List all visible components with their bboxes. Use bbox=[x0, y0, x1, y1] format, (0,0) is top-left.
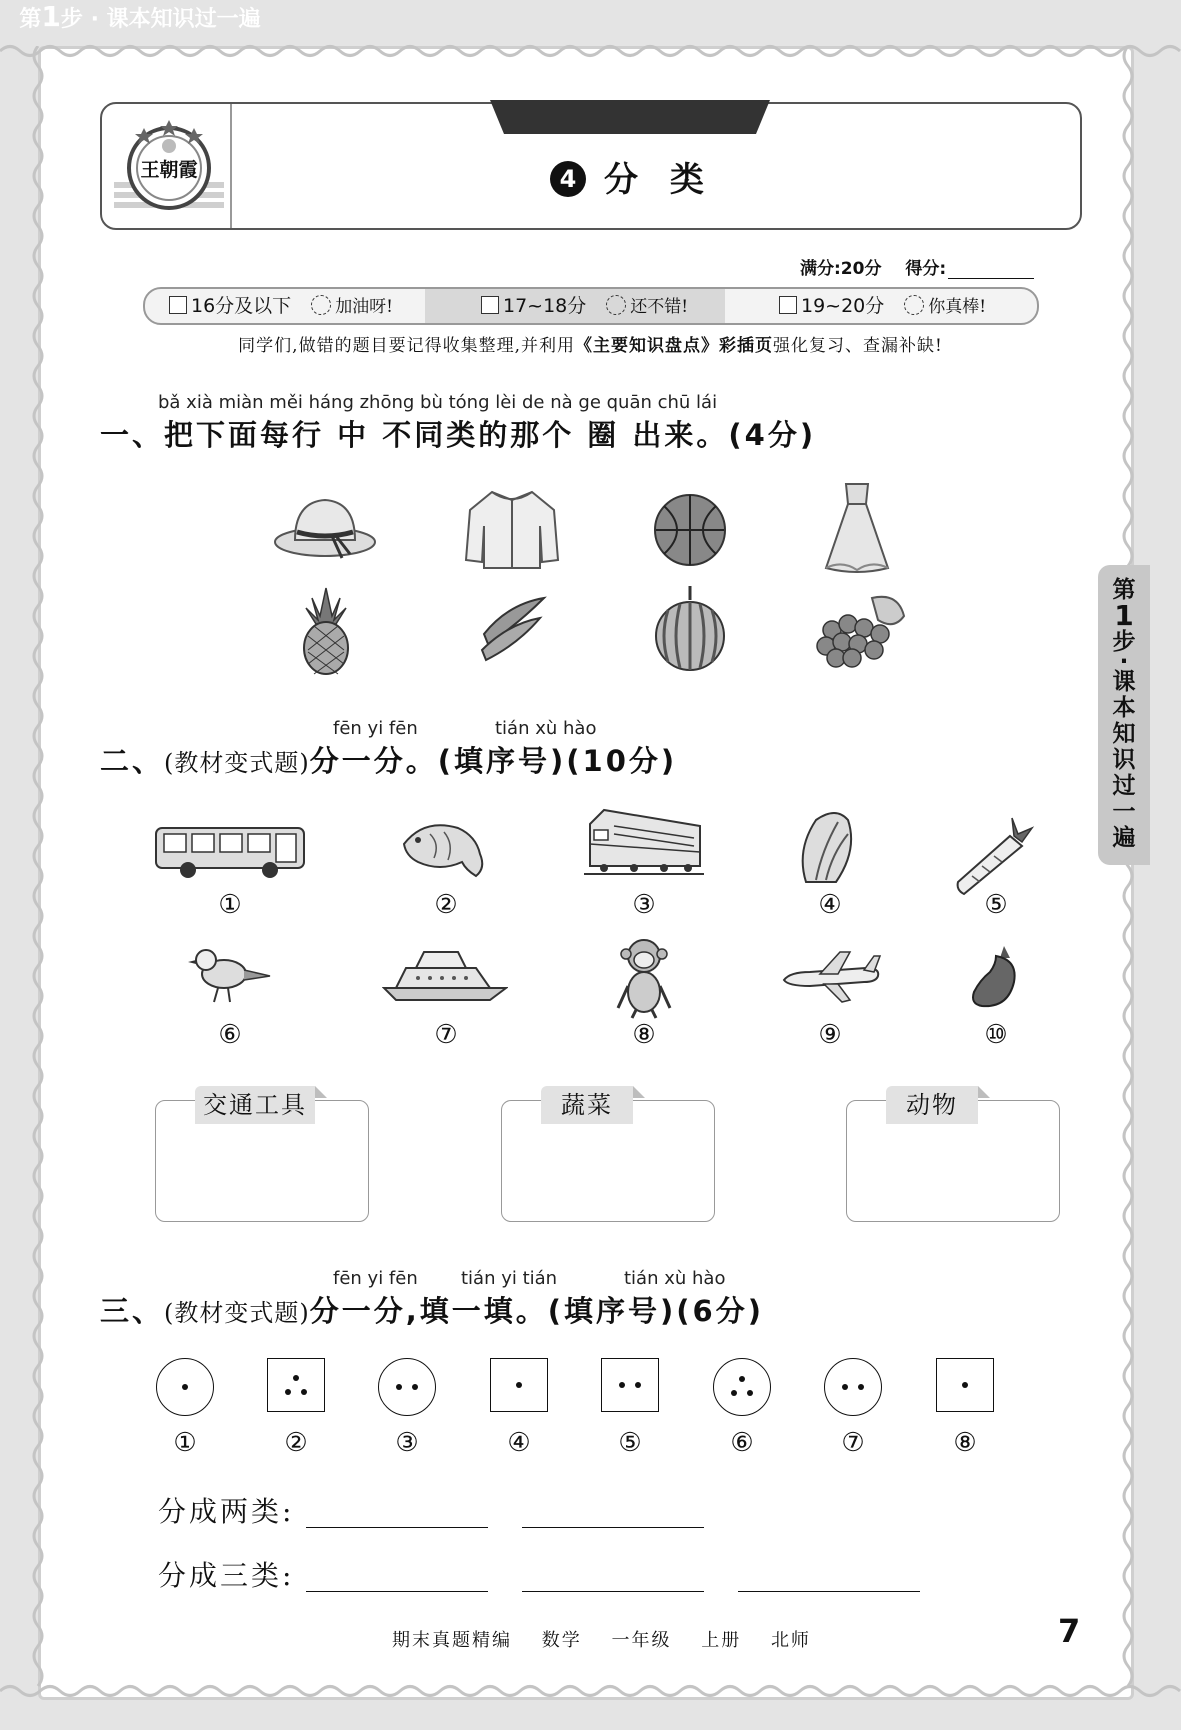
wavy-border-top bbox=[0, 40, 1181, 62]
dot bbox=[747, 1390, 753, 1396]
q3-number-4: ④ bbox=[507, 1428, 531, 1458]
rating-message-2: 还不错! bbox=[630, 297, 689, 317]
dot bbox=[739, 1376, 745, 1382]
q3-pinyin-c: tián xù hào bbox=[624, 1268, 726, 1289]
q3-number-5: ⑤ bbox=[618, 1428, 642, 1458]
two-class-answer-2[interactable] bbox=[522, 1527, 704, 1528]
wavy-border-right bbox=[1120, 46, 1136, 1694]
side-step-tab bbox=[1098, 565, 1150, 865]
fish-icon[interactable] bbox=[400, 814, 492, 880]
q2-number-2: ② bbox=[434, 890, 458, 920]
side-char: 遍 bbox=[1112, 825, 1136, 851]
dot bbox=[516, 1382, 522, 1388]
rating-item-1 bbox=[169, 289, 393, 323]
q3-number-7: ⑦ bbox=[841, 1428, 865, 1458]
dot bbox=[962, 1382, 968, 1388]
footer-volume: 上册 bbox=[701, 1630, 742, 1651]
rating-message-1: 加油呀! bbox=[335, 297, 394, 317]
side-char: 第 bbox=[1112, 577, 1136, 603]
rating-range-2: 17~18分 bbox=[503, 295, 587, 317]
footer-grade: 一年级 bbox=[611, 1630, 672, 1651]
q3-number-3: ③ bbox=[395, 1428, 419, 1458]
footer-edition: 北师 bbox=[770, 1630, 811, 1651]
rating-range-3: 19~20分 bbox=[801, 295, 885, 317]
q2-number-9: ⑨ bbox=[818, 1020, 842, 1050]
three-class-label: 分成三类: bbox=[158, 1559, 295, 1592]
lesson-title bbox=[550, 155, 714, 205]
footer-book: 期末真题精编 bbox=[392, 1630, 512, 1651]
side-step-tab-text bbox=[1098, 577, 1150, 851]
q2-title-row bbox=[100, 739, 677, 780]
q3-title: 分一分,填一填。(填序号)(6分) bbox=[309, 1294, 764, 1328]
q2-number-5: ⑤ bbox=[984, 890, 1008, 920]
rating-checkbox-2[interactable] bbox=[481, 296, 499, 314]
smiley-icon bbox=[904, 295, 924, 315]
dot bbox=[301, 1389, 307, 1395]
hat-icon[interactable] bbox=[270, 492, 380, 564]
q3-number-6: ⑥ bbox=[730, 1428, 754, 1458]
q3-number-8: ⑧ bbox=[953, 1428, 977, 1458]
full-score: 满分:20分 bbox=[800, 259, 882, 279]
dot bbox=[285, 1389, 291, 1395]
dot bbox=[731, 1390, 737, 1396]
shape-circle-one-dot[interactable] bbox=[156, 1358, 214, 1416]
smiley-icon bbox=[311, 295, 331, 315]
lesson-title-text: 分 类 bbox=[604, 160, 714, 200]
shape-square-one-dot[interactable] bbox=[490, 1358, 548, 1412]
q3-number-2: ② bbox=[284, 1428, 308, 1458]
review-notice bbox=[0, 331, 1181, 356]
grapes-icon[interactable] bbox=[812, 590, 908, 670]
shape-circle-two-dots[interactable] bbox=[378, 1358, 436, 1416]
dot bbox=[396, 1384, 402, 1390]
q3-pinyin-b: tián yi tián bbox=[461, 1268, 558, 1289]
side-char: 本 bbox=[1112, 695, 1136, 721]
rating-range-1: 16分及以下 bbox=[191, 295, 292, 317]
wavy-border-bottom bbox=[0, 1680, 1181, 1702]
three-class-answer-2[interactable] bbox=[522, 1591, 704, 1592]
notice-text-after: 强化复习、查漏补缺! bbox=[772, 336, 943, 356]
q2-number-3: ③ bbox=[632, 890, 656, 920]
shape-square-two-dots[interactable] bbox=[601, 1358, 659, 1412]
eggplant-icon[interactable] bbox=[970, 944, 1020, 1010]
dot bbox=[619, 1382, 625, 1388]
two-class-answer-1[interactable] bbox=[306, 1527, 488, 1528]
bird-icon[interactable] bbox=[188, 940, 272, 1006]
header-divider bbox=[230, 104, 232, 228]
shape-square-three-dots[interactable] bbox=[267, 1358, 325, 1412]
q1-title: 一、把下面每行 中 不同类的那个 圈 出来。(4分) bbox=[100, 418, 817, 452]
pineapple-icon[interactable] bbox=[298, 586, 354, 676]
shape-circle-two-dots-2[interactable] bbox=[824, 1358, 882, 1416]
q2-pinyin-a: fēn yi fēn bbox=[333, 718, 418, 739]
side-char: 过 bbox=[1112, 773, 1136, 799]
step-prefix: 第 bbox=[19, 7, 42, 32]
airplane-icon[interactable] bbox=[780, 946, 882, 1006]
q2-number-1: ① bbox=[218, 890, 242, 920]
side-char: 一 bbox=[1112, 799, 1136, 825]
q2-number-10: ⑩ bbox=[984, 1020, 1008, 1050]
shape-square-one-dot-2[interactable] bbox=[936, 1358, 994, 1412]
side-char: 课 bbox=[1112, 669, 1136, 695]
side-char: 识 bbox=[1112, 747, 1136, 773]
dot bbox=[293, 1375, 299, 1381]
rating-item-2 bbox=[481, 289, 688, 323]
brand-logo bbox=[114, 112, 224, 218]
dot bbox=[842, 1384, 848, 1390]
side-char: 步 bbox=[1112, 629, 1136, 655]
step-suffix: 步 · 课本知识过一遍 bbox=[60, 7, 261, 32]
q2-number-8: ⑧ bbox=[632, 1020, 656, 1050]
notice-text-bold: 《主要知识盘点》彩插页 bbox=[574, 336, 773, 356]
q2-pinyin-b: tián xù hào bbox=[495, 718, 597, 739]
q2-number-6: ⑥ bbox=[218, 1020, 242, 1050]
side-char: 知 bbox=[1112, 721, 1136, 747]
wavy-border-left bbox=[30, 46, 46, 1694]
rating-checkbox-3[interactable] bbox=[779, 296, 797, 314]
step-tab-shape bbox=[490, 100, 770, 134]
footer-subject: 数学 bbox=[541, 1630, 582, 1651]
q2-tag: (教材变式题) bbox=[164, 749, 310, 777]
three-class-answer-3[interactable] bbox=[738, 1591, 920, 1592]
got-score-blank[interactable] bbox=[948, 264, 1034, 279]
q2-number-7: ⑦ bbox=[434, 1020, 458, 1050]
rating-message-3: 你真棒! bbox=[928, 297, 987, 317]
dot bbox=[412, 1384, 418, 1390]
cabbage-icon[interactable] bbox=[796, 810, 856, 884]
two-class-label: 分成两类: bbox=[158, 1495, 295, 1528]
train-icon[interactable] bbox=[584, 804, 704, 880]
page-footer bbox=[392, 1626, 833, 1652]
rating-checkbox-1[interactable] bbox=[169, 296, 187, 314]
three-class-answer-1[interactable] bbox=[306, 1591, 488, 1592]
category-label-animals: 动物 bbox=[886, 1086, 978, 1124]
jacket-icon[interactable] bbox=[462, 486, 562, 572]
step-number: 1 bbox=[41, 0, 61, 33]
side-char: · bbox=[1119, 649, 1129, 675]
q3-pinyin-a: fēn yi fēn bbox=[333, 1268, 418, 1289]
q3-tag: (教材变式题) bbox=[164, 1299, 310, 1327]
rating-item-3 bbox=[779, 289, 986, 323]
q1-pinyin: bǎ xià miàn měi háng zhōng bù tóng lèi de nà ge quān chū lái bbox=[158, 392, 718, 413]
pea-pod-icon[interactable] bbox=[478, 594, 548, 664]
dot bbox=[858, 1384, 864, 1390]
category-label-transport: 交通工具 bbox=[195, 1086, 315, 1124]
rating-bar bbox=[143, 287, 1039, 325]
q3-title-row bbox=[100, 1289, 764, 1330]
side-char: 1 bbox=[1114, 599, 1134, 632]
dress-icon[interactable] bbox=[822, 480, 892, 576]
q3-label: 三、 bbox=[100, 1294, 165, 1328]
q2-title: 分一分。(填序号)(10分) bbox=[309, 744, 678, 778]
q3-number-1: ① bbox=[173, 1428, 197, 1458]
category-label-vegetables: 蔬菜 bbox=[541, 1086, 633, 1124]
bus-icon[interactable] bbox=[154, 824, 306, 880]
carrot-icon[interactable] bbox=[952, 814, 1036, 898]
score-line bbox=[800, 254, 1034, 279]
notice-text-before: 同学们,做错的题目要记得收集整理,并利用 bbox=[238, 336, 575, 356]
monkey-icon[interactable] bbox=[610, 936, 678, 1020]
dot bbox=[635, 1382, 641, 1388]
logo-text: 王朝霞 bbox=[140, 159, 198, 181]
step-tab-label bbox=[0, 0, 280, 34]
got-score-label: 得分: bbox=[905, 259, 947, 279]
basketball-icon[interactable] bbox=[652, 492, 728, 568]
dot bbox=[182, 1384, 188, 1390]
page-number: 7 bbox=[1058, 1612, 1081, 1650]
ship-icon[interactable] bbox=[382, 940, 508, 1004]
watermelon-icon[interactable] bbox=[654, 584, 726, 672]
lesson-number-badge: 4 bbox=[550, 161, 586, 197]
shape-circle-three-dots[interactable] bbox=[713, 1358, 771, 1416]
q2-number-4: ④ bbox=[818, 890, 842, 920]
q2-label: 二、 bbox=[100, 744, 165, 778]
smiley-icon bbox=[606, 295, 626, 315]
